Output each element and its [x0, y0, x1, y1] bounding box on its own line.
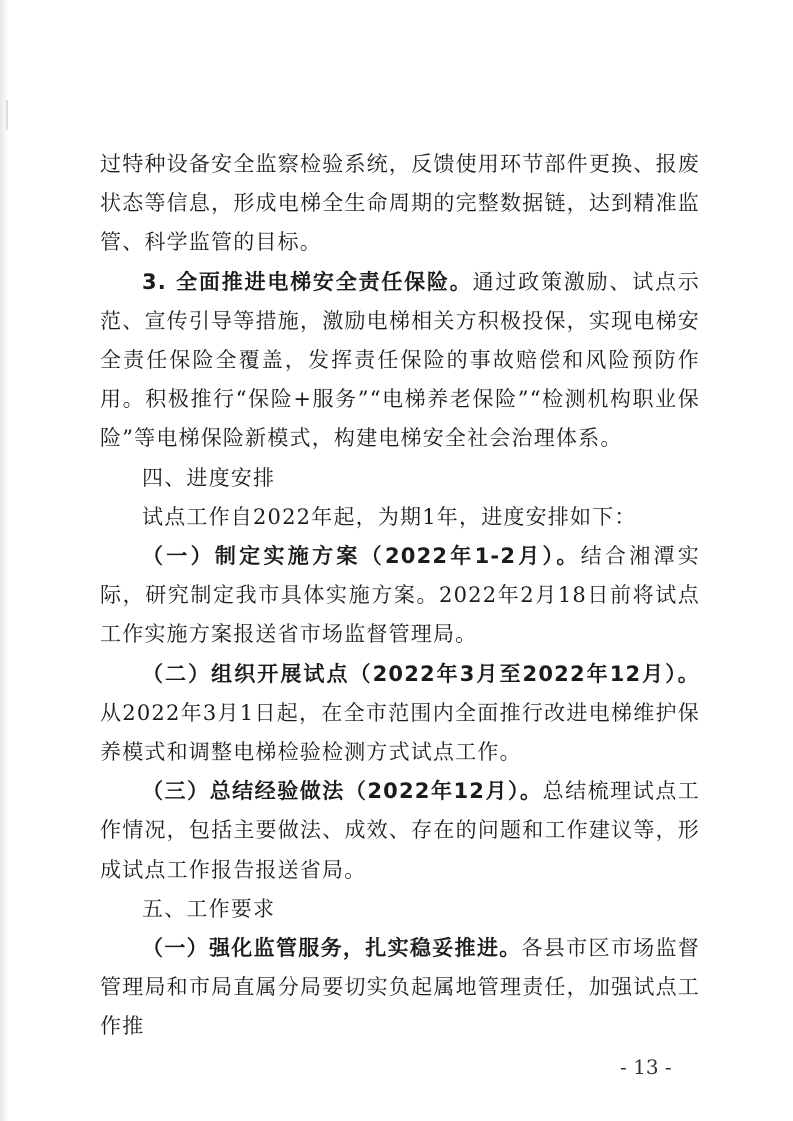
- paragraph-text: 各县市区市场监督管理局和市局直属分局要切实负起属地管理责任，加强试点工作推: [100, 936, 700, 1039]
- paragraph-phase-2: [100, 655, 700, 773]
- heading-text: 四、进度安排: [142, 465, 276, 490]
- paragraph-text: 过特种设备安全监察检验系统，反馈使用环节部件更换、报废状态等信息，形成电梯全生命周期的完整数据链，达到精准监管、科学监管的目标。: [100, 152, 700, 255]
- paragraph-lead: （二）组织开展试点（2022年3月至2022年12月）。: [142, 661, 700, 686]
- paragraph-phase-1: [100, 537, 700, 655]
- page-number: - 13 -: [620, 1055, 672, 1079]
- paragraph-insurance: [100, 263, 700, 459]
- paragraph-schedule-intro: [100, 498, 700, 537]
- paragraph-continuation: [100, 145, 700, 263]
- section-heading-requirements: [100, 890, 700, 929]
- section-heading-schedule: [100, 459, 700, 498]
- scan-shadow-edge: [0, 0, 8, 1121]
- paragraph-text: 试点工作自2022年起，为期1年，进度安排如下：: [142, 504, 637, 529]
- paragraph-requirement-1: [100, 929, 700, 1047]
- paragraph-text: 结合湘潭实际，研究制定我市具体实施方案。2022年2月18日前将试点工作实施方案报送省市场监督管理局。: [100, 544, 701, 647]
- heading-text: 五、工作要求: [142, 896, 276, 921]
- paragraph-text: 从2022年3月1日起，在全市范围内全面推行改进电梯维护保养模式和调整电梯检验检测方式试点工作。: [100, 700, 700, 765]
- document-body: [100, 145, 700, 1047]
- paragraph-text: 总结梳理试点工作情况，包括主要做法、成效、存在的问题和工作建议等，形成试点工作报告报送省局。: [100, 779, 701, 882]
- paragraph-lead: （一）制定实施方案（2022年1-2月）。: [142, 544, 581, 569]
- paragraph-lead: （一）强化监管服务，扎实稳妥推进。: [142, 936, 522, 961]
- paragraph-lead: （三）总结经验做法（2022年12月）。: [142, 779, 543, 804]
- paragraph-phase-3: [100, 772, 700, 890]
- paragraph-text: 通过政策激励、试点示范、宣传引导等措施，激励电梯相关方积极投保，实现电梯安全责任保险全覆盖，发挥责任保险的事故赔偿和风险预防作用。积极推行“保险+服务”“电梯养老保险”“检测机构职业保险”等电梯保险新模式，构建电梯安全社会治理体系。: [100, 269, 700, 451]
- scan-mark: [6, 100, 8, 130]
- paragraph-lead: 3. 全面推进电梯安全责任保险。: [142, 269, 473, 294]
